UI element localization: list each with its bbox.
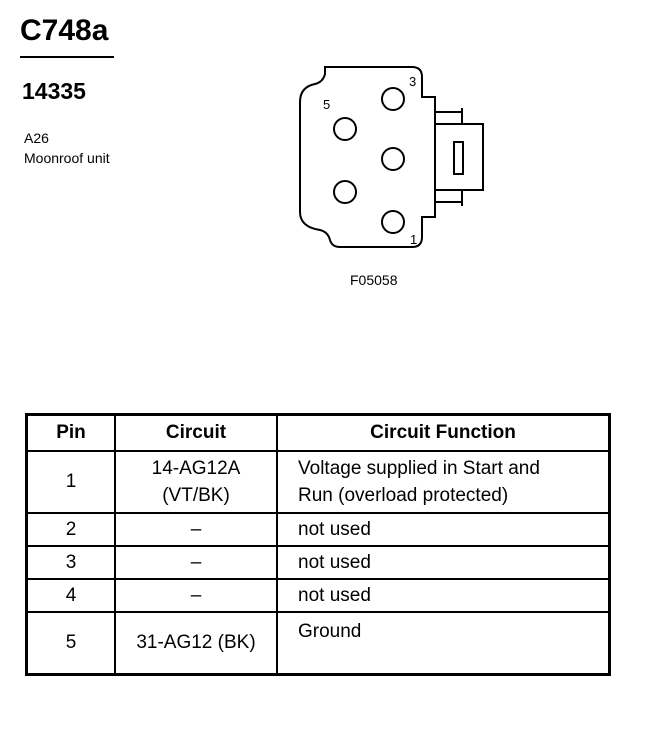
header-pin: Pin (27, 415, 116, 452)
component-name: Moonroof unit (24, 150, 110, 166)
table-row (27, 579, 610, 612)
table-row (27, 513, 610, 546)
pin-cavity-4 (334, 181, 356, 203)
function-cell: not used (277, 546, 610, 579)
connector-housing-outline (300, 67, 435, 247)
table-header-row (27, 415, 610, 452)
pin-cell: 4 (27, 579, 116, 612)
connector-id-underline (20, 56, 114, 58)
function-cell: not used (277, 579, 610, 612)
pin-cell: 2 (27, 513, 116, 546)
circuit-color: (VT/BK) (162, 485, 230, 506)
part-number: 14335 (22, 78, 86, 104)
table-row (27, 612, 610, 674)
pin-cavity-2 (382, 148, 404, 170)
pin-cavity-1 (382, 211, 404, 233)
circuit-cell (115, 451, 277, 513)
pin-cell: 1 (27, 451, 116, 513)
function-line: Voltage supplied in Start and (298, 458, 540, 479)
pin-table (25, 413, 611, 676)
header-circuit-function: Circuit Function (277, 415, 610, 452)
component-code: A26 (24, 130, 49, 146)
function-cell: Ground (277, 612, 610, 674)
latch-slot (454, 142, 463, 174)
pin-cavity-3 (382, 88, 404, 110)
connector-id: C748a (20, 14, 109, 47)
pin-label-5: 5 (323, 97, 331, 112)
table-row (27, 546, 610, 579)
circuit-cell: – (115, 546, 277, 579)
connector-face-diagram (290, 62, 490, 262)
circuit-code: 14-AG12A (151, 458, 241, 479)
function-cell: not used (277, 513, 610, 546)
table-row (27, 451, 610, 513)
header-circuit: Circuit (115, 415, 277, 452)
pin-label-3: 3 (409, 74, 417, 89)
circuit-cell: – (115, 579, 277, 612)
circuit-cell: 31-AG12 (BK) (115, 612, 277, 674)
connector-latch-tab (435, 124, 483, 190)
pin-cell: 3 (27, 546, 116, 579)
figure-id: F05058 (350, 272, 398, 288)
function-cell (277, 451, 610, 513)
pin-cell: 5 (27, 612, 116, 674)
pin-cavity-5 (334, 118, 356, 140)
circuit-cell: – (115, 513, 277, 546)
pin-label-1: 1 (410, 232, 418, 247)
function-line: Run (overload protected) (298, 485, 509, 506)
